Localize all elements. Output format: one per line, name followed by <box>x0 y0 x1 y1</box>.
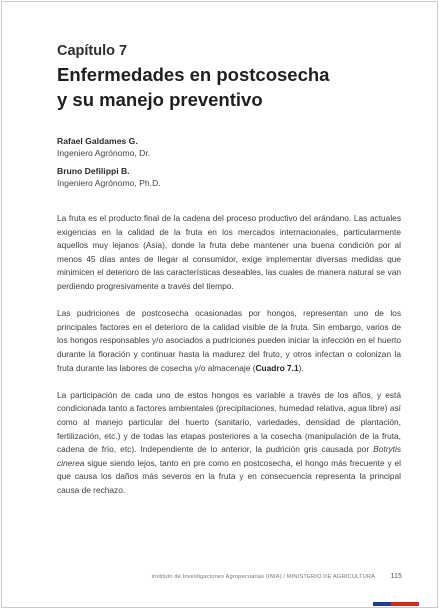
table-reference-link[interactable]: Cuadro 7.1 <box>255 362 299 373</box>
paragraph-3 <box>57 389 401 498</box>
author-role: Ingeniero Agrónomo, Ph.D. <box>57 178 161 188</box>
flag-stripe <box>373 602 419 606</box>
paragraph-2-end: ). <box>298 362 304 373</box>
author-name: Bruno Defilippi B. <box>57 166 130 176</box>
chapter-label: Capítulo 7 <box>57 43 128 59</box>
title-line-1: Enfermedades en postcosecha <box>57 64 330 85</box>
paragraph-2 <box>57 307 401 375</box>
paragraph-3-end: sigue siendo lejos, tanto en pre como en postcosecha, el hongo más frecuente y el que causa los daños más severos en la fruta y en consecuencia representa la principal causa de rechazo. <box>57 457 401 495</box>
flag-blue-segment <box>373 602 391 606</box>
author-role: Ingeniero Agrónomo, Dr. <box>57 148 151 158</box>
body-text <box>57 212 401 511</box>
document-page <box>1 1 438 608</box>
title-line-2: y su manejo preventivo <box>57 89 263 110</box>
authors-block <box>57 135 387 195</box>
paragraph-3-text: La participación de cada uno de estos hongos es variable a través de los años, y está condicionada tanto a factores ambientales (precipitaciones, humedad relativa, agua libre) así como al manejo particular del huerto (sanitario, variedades, densidad de plantación, fertilización, etc.) y de todas las etapas posteriores a la cosecha (manipulación de la fruta, cadena de frío, etc). Independiente de lo anterior, la pudrición gris causada por <box>57 389 401 455</box>
species-name: Botrytis cinerea <box>57 444 401 468</box>
flag-red-segment <box>391 602 419 606</box>
author-name: Rafael Galdames G. <box>57 136 138 146</box>
footer-institution: Instituto de Investigaciones Agropecuarias (INIA) / MINISTERIO DE AGRICULTURA <box>151 574 375 580</box>
chapter-title <box>57 62 397 112</box>
paragraph-2-text: Las pudriciones de postcosecha ocasionadas por hongos, representan uno de los principales factores en el deterioro de la calidad visible de la fruta. Sin embargo, varios de los hongos responsables y/o asociados a pudriciones pueden iniciar la infección en el huerto durante la floración y continuar hasta la madurez del fruto, y otros infectan o colonizan la fruta durante las labores de cosecha y/o almacenaje ( <box>57 308 401 373</box>
author-2 <box>57 165 387 189</box>
author-1 <box>57 135 387 159</box>
page-footer <box>2 573 402 580</box>
paragraph-1: La fruta es el producto final de la cadena del proceso productivo del arándano. Las actuales exigencias en la calidad de la fruta en los mercados internacionales, particularmente aquellos muy lejanos (Asia), donde la fruta debe mantener una buena condición por al menos 45 días antes de llegar al consumidor, exige implementar diversas medidas que minimicen el deterioro de las características deseables, las cuales de manera natural se van perdiendo progresivamente a través del tiempo. <box>57 213 401 291</box>
page-number: 115 <box>390 573 402 580</box>
